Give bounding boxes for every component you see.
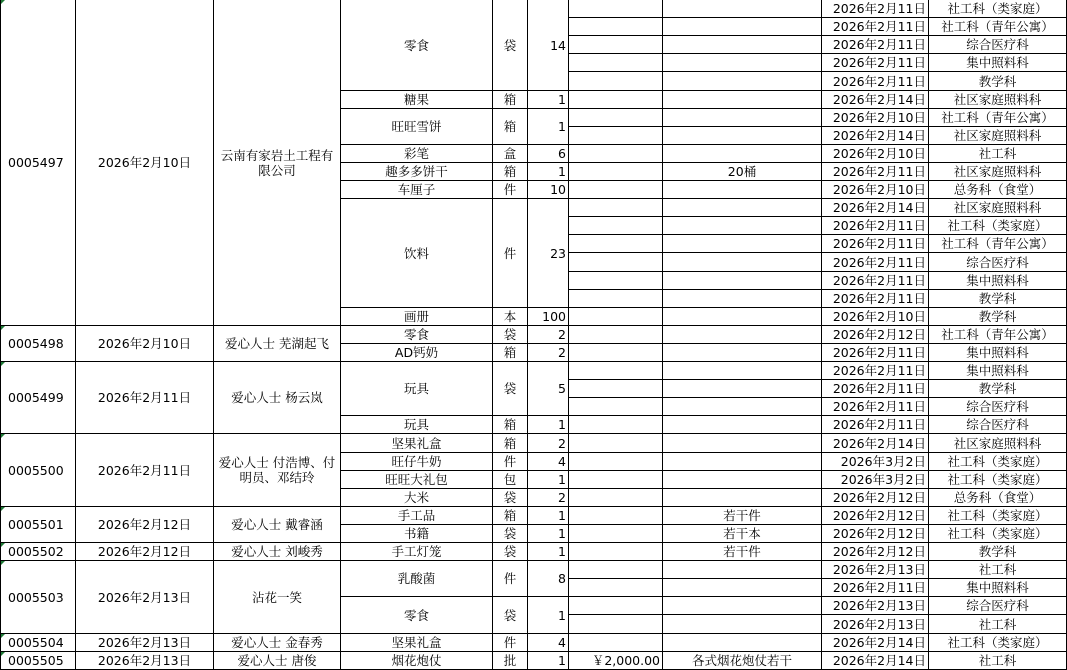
item-unit-cell[interactable]: 袋 <box>493 362 528 416</box>
item-unit-cell[interactable]: 箱 <box>493 344 528 362</box>
amount-cell[interactable] <box>569 326 663 344</box>
amount-cell[interactable] <box>569 253 663 272</box>
item-unit-cell[interactable]: 箱 <box>493 91 528 109</box>
item-qty-cell[interactable]: 14 <box>528 0 569 91</box>
note-cell[interactable] <box>663 109 822 127</box>
item-unit-cell[interactable]: 件 <box>493 453 528 471</box>
amount-cell[interactable] <box>569 434 663 453</box>
department-cell[interactable]: 社工科 <box>929 145 1067 163</box>
distribution-date-cell[interactable]: 2026年2月12日 <box>822 525 929 543</box>
department-cell[interactable]: 教学科 <box>929 290 1067 308</box>
donation-id-cell[interactable]: 0005505 <box>0 652 76 670</box>
donation-id-cell[interactable]: 0005504 <box>0 634 76 652</box>
item-unit-cell[interactable]: 箱 <box>493 163 528 181</box>
item-name-cell[interactable]: 画册 <box>341 308 493 326</box>
item-name-cell[interactable]: 零食 <box>341 0 493 91</box>
amount-cell[interactable] <box>569 344 663 362</box>
item-name-cell[interactable]: 零食 <box>341 597 493 634</box>
distribution-date-cell[interactable]: 2026年2月14日 <box>822 634 929 652</box>
note-cell[interactable] <box>663 145 822 163</box>
department-cell[interactable]: 社工科（类家庭） <box>929 471 1067 489</box>
amount-cell[interactable] <box>569 235 663 253</box>
note-cell[interactable] <box>663 235 822 253</box>
item-unit-cell[interactable]: 件 <box>493 634 528 652</box>
distribution-date-cell[interactable]: 2026年2月10日 <box>822 181 929 199</box>
department-cell[interactable]: 社工科（类家庭） <box>929 525 1067 543</box>
item-qty-cell[interactable]: 1 <box>528 525 569 543</box>
department-cell[interactable]: 社工科 <box>929 561 1067 579</box>
distribution-date-cell[interactable]: 2026年2月11日 <box>822 290 929 308</box>
donor-cell[interactable]: 爱心人士 杨云岚 <box>214 362 341 434</box>
amount-cell[interactable] <box>569 543 663 561</box>
amount-cell[interactable] <box>569 308 663 326</box>
distribution-date-cell[interactable]: 2026年2月14日 <box>822 127 929 145</box>
department-cell[interactable]: 社工科 <box>929 652 1067 670</box>
amount-cell[interactable] <box>569 290 663 308</box>
distribution-date-cell[interactable]: 2026年2月11日 <box>822 416 929 434</box>
item-unit-cell[interactable]: 箱 <box>493 109 528 145</box>
amount-cell[interactable] <box>569 36 663 54</box>
distribution-date-cell[interactable]: 2026年2月12日 <box>822 489 929 507</box>
distribution-date-cell[interactable]: 2026年2月13日 <box>822 597 929 615</box>
department-cell[interactable]: 集中照料科 <box>929 344 1067 362</box>
note-cell[interactable] <box>663 453 822 471</box>
item-qty-cell[interactable]: 1 <box>528 163 569 181</box>
distribution-date-cell[interactable]: 2026年2月11日 <box>822 0 929 18</box>
donation-date-cell[interactable]: 2026年2月12日 <box>76 543 214 561</box>
amount-cell[interactable] <box>569 217 663 235</box>
item-qty-cell[interactable]: 1 <box>528 109 569 145</box>
department-cell[interactable]: 社区家庭照料科 <box>929 163 1067 181</box>
item-name-cell[interactable]: 旺旺雪饼 <box>341 109 493 145</box>
department-cell[interactable]: 集中照料科 <box>929 272 1067 290</box>
note-cell[interactable] <box>663 54 822 72</box>
department-cell[interactable]: 综合医疗科 <box>929 36 1067 54</box>
item-unit-cell[interactable]: 袋 <box>493 326 528 344</box>
item-unit-cell[interactable]: 箱 <box>493 434 528 453</box>
donation-id-cell[interactable]: 0005502 <box>0 543 76 561</box>
note-cell[interactable] <box>663 199 822 217</box>
amount-cell[interactable] <box>569 416 663 434</box>
item-qty-cell[interactable]: 4 <box>528 634 569 652</box>
note-cell[interactable] <box>663 217 822 235</box>
distribution-date-cell[interactable]: 2026年3月2日 <box>822 471 929 489</box>
donor-cell[interactable]: 爱心人士 芜湖起飞 <box>214 326 341 362</box>
item-name-cell[interactable]: 烟花炮仗 <box>341 652 493 670</box>
donation-id-cell[interactable]: 0005497 <box>0 0 76 326</box>
item-name-cell[interactable]: 手工品 <box>341 507 493 525</box>
note-cell[interactable] <box>663 362 822 380</box>
item-name-cell[interactable]: 玩具 <box>341 416 493 434</box>
donor-cell[interactable]: 爱心人士 付浩博、付明员、邓结玲 <box>214 434 341 507</box>
distribution-date-cell[interactable]: 2026年2月11日 <box>822 235 929 253</box>
item-unit-cell[interactable]: 袋 <box>493 597 528 634</box>
item-qty-cell[interactable]: 2 <box>528 489 569 507</box>
distribution-date-cell[interactable]: 2026年2月12日 <box>822 543 929 561</box>
department-cell[interactable]: 社工科（青年公寓） <box>929 109 1067 127</box>
amount-cell[interactable] <box>569 72 663 91</box>
item-name-cell[interactable]: 书籍 <box>341 525 493 543</box>
note-cell[interactable] <box>663 326 822 344</box>
department-cell[interactable]: 社工科（类家庭） <box>929 0 1067 18</box>
note-cell[interactable] <box>663 344 822 362</box>
distribution-date-cell[interactable]: 2026年2月11日 <box>822 18 929 36</box>
amount-cell[interactable] <box>569 453 663 471</box>
item-unit-cell[interactable]: 包 <box>493 471 528 489</box>
distribution-date-cell[interactable]: 2026年2月11日 <box>822 253 929 272</box>
item-unit-cell[interactable]: 盒 <box>493 145 528 163</box>
item-qty-cell[interactable]: 2 <box>528 344 569 362</box>
distribution-date-cell[interactable]: 2026年2月14日 <box>822 652 929 670</box>
distribution-date-cell[interactable]: 2026年2月11日 <box>822 362 929 380</box>
item-unit-cell[interactable]: 袋 <box>493 0 528 91</box>
department-cell[interactable]: 总务科（食堂） <box>929 489 1067 507</box>
distribution-date-cell[interactable]: 2026年2月13日 <box>822 561 929 579</box>
distribution-date-cell[interactable]: 2026年2月12日 <box>822 326 929 344</box>
donor-cell[interactable]: 爱心人士 唐俊 <box>214 652 341 670</box>
donation-id-cell[interactable]: 0005499 <box>0 362 76 434</box>
item-name-cell[interactable]: 车厘子 <box>341 181 493 199</box>
note-cell[interactable] <box>663 434 822 453</box>
item-unit-cell[interactable]: 袋 <box>493 489 528 507</box>
amount-cell[interactable] <box>569 163 663 181</box>
amount-cell[interactable] <box>569 579 663 597</box>
department-cell[interactable]: 教学科 <box>929 543 1067 561</box>
amount-cell[interactable] <box>569 561 663 579</box>
department-cell[interactable]: 教学科 <box>929 380 1067 398</box>
note-cell[interactable]: 各式烟花炮仗若干 <box>663 652 822 670</box>
department-cell[interactable]: 集中照料科 <box>929 54 1067 72</box>
department-cell[interactable]: 社区家庭照料科 <box>929 199 1067 217</box>
distribution-date-cell[interactable]: 2026年2月14日 <box>822 91 929 109</box>
amount-cell[interactable] <box>569 18 663 36</box>
distribution-date-cell[interactable]: 2026年2月12日 <box>822 507 929 525</box>
item-qty-cell[interactable]: 1 <box>528 543 569 561</box>
note-cell[interactable] <box>663 416 822 434</box>
note-cell[interactable] <box>663 471 822 489</box>
item-name-cell[interactable]: 玩具 <box>341 362 493 416</box>
item-unit-cell[interactable]: 批 <box>493 652 528 670</box>
department-cell[interactable]: 综合医疗科 <box>929 416 1067 434</box>
donation-date-cell[interactable]: 2026年2月13日 <box>76 561 214 634</box>
department-cell[interactable]: 教学科 <box>929 308 1067 326</box>
item-name-cell[interactable]: 大米 <box>341 489 493 507</box>
item-name-cell[interactable]: 乳酸菌 <box>341 561 493 597</box>
amount-cell[interactable] <box>569 54 663 72</box>
note-cell[interactable] <box>663 380 822 398</box>
department-cell[interactable]: 集中照料科 <box>929 579 1067 597</box>
distribution-date-cell[interactable]: 2026年2月11日 <box>822 72 929 91</box>
item-unit-cell[interactable]: 件 <box>493 561 528 597</box>
note-cell[interactable]: 若干本 <box>663 525 822 543</box>
item-name-cell[interactable]: 坚果礼盒 <box>341 434 493 453</box>
item-unit-cell[interactable]: 箱 <box>493 416 528 434</box>
note-cell[interactable] <box>663 127 822 145</box>
donor-cell[interactable]: 云南有家岩土工程有限公司 <box>214 0 341 326</box>
item-unit-cell[interactable]: 本 <box>493 308 528 326</box>
department-cell[interactable]: 社工科（青年公寓） <box>929 326 1067 344</box>
donor-cell[interactable]: 爱心人士 刘峻秀 <box>214 543 341 561</box>
department-cell[interactable]: 综合医疗科 <box>929 597 1067 615</box>
amount-cell[interactable] <box>569 272 663 290</box>
item-name-cell[interactable]: 零食 <box>341 326 493 344</box>
donor-cell[interactable]: 爱心人士 戴睿涵 <box>214 507 341 543</box>
amount-cell[interactable] <box>569 362 663 380</box>
note-cell[interactable]: 若干件 <box>663 543 822 561</box>
department-cell[interactable]: 综合医疗科 <box>929 398 1067 416</box>
distribution-date-cell[interactable]: 2026年2月11日 <box>822 217 929 235</box>
note-cell[interactable]: 若干件 <box>663 507 822 525</box>
distribution-date-cell[interactable]: 2026年3月2日 <box>822 453 929 471</box>
donation-date-cell[interactable]: 2026年2月12日 <box>76 507 214 543</box>
item-qty-cell[interactable]: 2 <box>528 326 569 344</box>
item-qty-cell[interactable]: 1 <box>528 416 569 434</box>
department-cell[interactable]: 社区家庭照料科 <box>929 434 1067 453</box>
item-name-cell[interactable]: 坚果礼盒 <box>341 634 493 652</box>
distribution-date-cell[interactable]: 2026年2月14日 <box>822 199 929 217</box>
item-qty-cell[interactable]: 1 <box>528 471 569 489</box>
distribution-date-cell[interactable]: 2026年2月11日 <box>822 579 929 597</box>
department-cell[interactable]: 教学科 <box>929 72 1067 91</box>
amount-cell[interactable] <box>569 615 663 634</box>
note-cell[interactable] <box>663 36 822 54</box>
amount-cell[interactable] <box>569 525 663 543</box>
department-cell[interactable]: 社工科（类家庭） <box>929 453 1067 471</box>
note-cell[interactable] <box>663 18 822 36</box>
donation-date-cell[interactable]: 2026年2月13日 <box>76 652 214 670</box>
note-cell[interactable] <box>663 72 822 91</box>
department-cell[interactable]: 综合医疗科 <box>929 253 1067 272</box>
donation-id-cell[interactable]: 0005503 <box>0 561 76 634</box>
donation-date-cell[interactable]: 2026年2月10日 <box>76 0 214 326</box>
note-cell[interactable] <box>663 253 822 272</box>
department-cell[interactable]: 社工科（青年公寓） <box>929 235 1067 253</box>
distribution-date-cell[interactable]: 2026年2月11日 <box>822 54 929 72</box>
donation-date-cell[interactable]: 2026年2月11日 <box>76 362 214 434</box>
department-cell[interactable]: 社工科（类家庭） <box>929 507 1067 525</box>
item-name-cell[interactable]: 旺旺大礼包 <box>341 471 493 489</box>
note-cell[interactable] <box>663 290 822 308</box>
item-qty-cell[interactable]: 10 <box>528 181 569 199</box>
department-cell[interactable]: 社工科（类家庭） <box>929 634 1067 652</box>
item-qty-cell[interactable]: 100 <box>528 308 569 326</box>
amount-cell[interactable] <box>569 145 663 163</box>
amount-cell[interactable] <box>569 398 663 416</box>
donation-date-cell[interactable]: 2026年2月13日 <box>76 634 214 652</box>
department-cell[interactable]: 社工科 <box>929 615 1067 634</box>
item-qty-cell[interactable]: 1 <box>528 91 569 109</box>
distribution-date-cell[interactable]: 2026年2月11日 <box>822 36 929 54</box>
amount-cell[interactable] <box>569 127 663 145</box>
item-qty-cell[interactable]: 8 <box>528 561 569 597</box>
amount-cell[interactable] <box>569 91 663 109</box>
item-qty-cell[interactable]: 1 <box>528 507 569 525</box>
note-cell[interactable] <box>663 181 822 199</box>
item-unit-cell[interactable]: 件 <box>493 181 528 199</box>
note-cell[interactable] <box>663 91 822 109</box>
distribution-date-cell[interactable]: 2026年2月13日 <box>822 615 929 634</box>
item-qty-cell[interactable]: 4 <box>528 453 569 471</box>
amount-cell[interactable] <box>569 109 663 127</box>
note-cell[interactable] <box>663 0 822 18</box>
distribution-date-cell[interactable]: 2026年2月10日 <box>822 308 929 326</box>
item-name-cell[interactable]: 旺仔牛奶 <box>341 453 493 471</box>
amount-cell[interactable] <box>569 181 663 199</box>
item-unit-cell[interactable]: 袋 <box>493 525 528 543</box>
item-name-cell[interactable]: 趣多多饼干 <box>341 163 493 181</box>
department-cell[interactable]: 总务科（食堂） <box>929 181 1067 199</box>
amount-cell[interactable]: ￥2,000.00 <box>569 652 663 670</box>
donation-date-cell[interactable]: 2026年2月11日 <box>76 434 214 507</box>
donor-cell[interactable]: 爱心人士 金春秀 <box>214 634 341 652</box>
amount-cell[interactable] <box>569 0 663 18</box>
sheet-left-border <box>0 0 1 669</box>
distribution-date-cell[interactable]: 2026年2月10日 <box>822 109 929 127</box>
note-cell[interactable]: 20桶 <box>663 163 822 181</box>
donation-id-cell[interactable]: 0005498 <box>0 326 76 362</box>
donation-id-cell[interactable]: 0005500 <box>0 434 76 507</box>
item-qty-cell[interactable]: 1 <box>528 652 569 670</box>
note-cell[interactable] <box>663 489 822 507</box>
department-cell[interactable]: 社区家庭照料科 <box>929 91 1067 109</box>
item-name-cell[interactable]: 糖果 <box>341 91 493 109</box>
amount-cell[interactable] <box>569 380 663 398</box>
note-cell[interactable] <box>663 272 822 290</box>
item-qty-cell[interactable]: 2 <box>528 434 569 453</box>
department-cell[interactable]: 集中照料科 <box>929 362 1067 380</box>
donor-cell[interactable]: 沾花一笑 <box>214 561 341 634</box>
department-cell[interactable]: 社工科（类家庭） <box>929 217 1067 235</box>
note-cell[interactable] <box>663 561 822 579</box>
distribution-date-cell[interactable]: 2026年2月11日 <box>822 398 929 416</box>
item-qty-cell[interactable]: 1 <box>528 597 569 634</box>
amount-cell[interactable] <box>569 199 663 217</box>
item-unit-cell[interactable]: 袋 <box>493 543 528 561</box>
distribution-date-cell[interactable]: 2026年2月11日 <box>822 380 929 398</box>
amount-cell[interactable] <box>569 471 663 489</box>
item-name-cell[interactable]: 饮料 <box>341 199 493 308</box>
distribution-date-cell[interactable]: 2026年2月14日 <box>822 434 929 453</box>
donation-id-cell[interactable]: 0005501 <box>0 507 76 543</box>
item-unit-cell[interactable]: 件 <box>493 199 528 308</box>
note-cell[interactable] <box>663 579 822 597</box>
item-name-cell[interactable]: 彩笔 <box>341 145 493 163</box>
item-name-cell[interactable]: AD钙奶 <box>341 344 493 362</box>
item-qty-cell[interactable]: 6 <box>528 145 569 163</box>
department-cell[interactable]: 社区家庭照料科 <box>929 127 1067 145</box>
item-name-cell[interactable]: 手工灯笼 <box>341 543 493 561</box>
note-cell[interactable] <box>663 615 822 634</box>
amount-cell[interactable] <box>569 634 663 652</box>
item-unit-cell[interactable]: 箱 <box>493 507 528 525</box>
item-qty-cell[interactable]: 23 <box>528 199 569 308</box>
distribution-date-cell[interactable]: 2026年2月10日 <box>822 145 929 163</box>
distribution-date-cell[interactable]: 2026年2月11日 <box>822 163 929 181</box>
amount-cell[interactable] <box>569 507 663 525</box>
donation-date-cell[interactable]: 2026年2月10日 <box>76 326 214 362</box>
note-cell[interactable] <box>663 308 822 326</box>
distribution-date-cell[interactable]: 2026年2月11日 <box>822 344 929 362</box>
department-cell[interactable]: 社工科（青年公寓） <box>929 18 1067 36</box>
amount-cell[interactable] <box>569 489 663 507</box>
note-cell[interactable] <box>663 597 822 615</box>
distribution-date-cell[interactable]: 2026年2月11日 <box>822 272 929 290</box>
item-qty-cell[interactable]: 5 <box>528 362 569 416</box>
note-cell[interactable] <box>663 398 822 416</box>
note-cell[interactable] <box>663 634 822 652</box>
amount-cell[interactable] <box>569 597 663 615</box>
